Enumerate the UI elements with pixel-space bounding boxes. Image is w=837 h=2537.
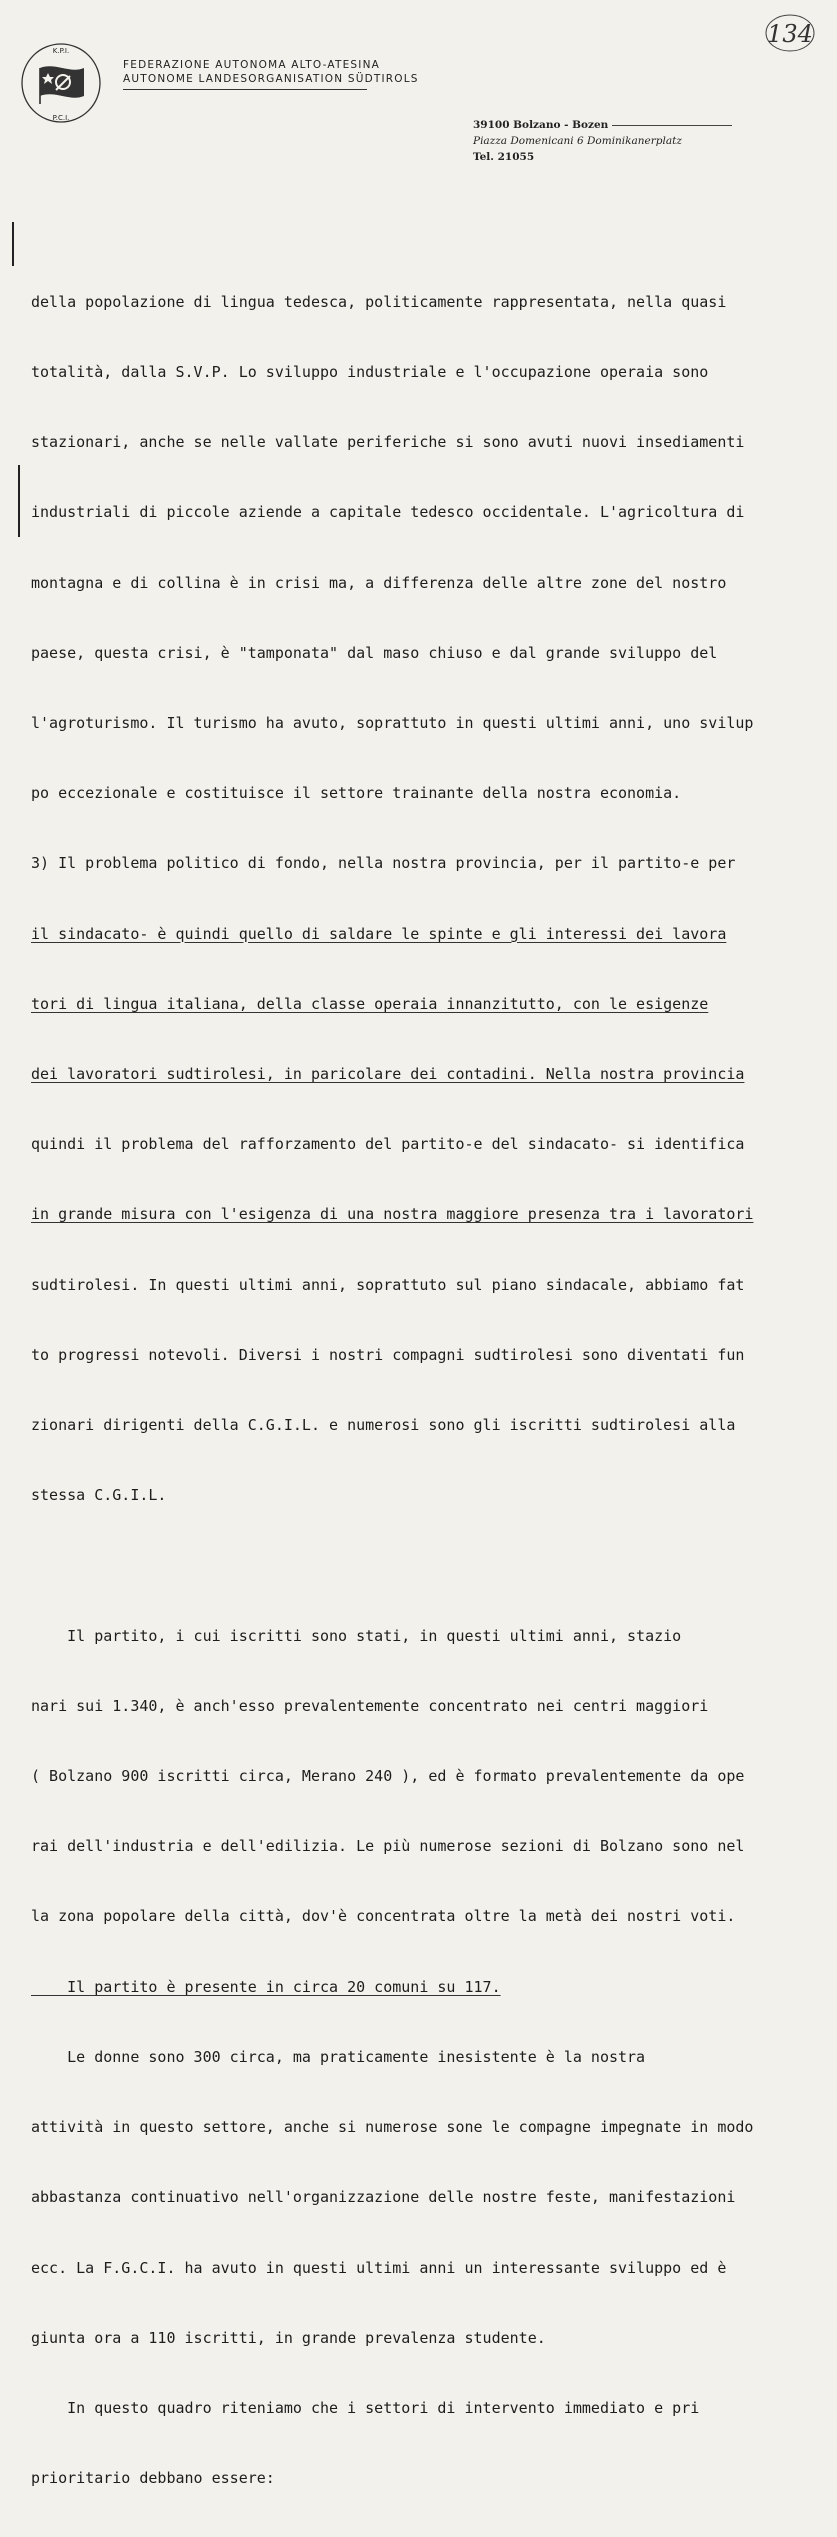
text-line: la zona popolare della città, dov'è concentrata oltre la metà dei nostri voti.: [31, 1907, 736, 1926]
text-line: prioritario debbano essere:: [31, 2469, 275, 2488]
margin-mark: [18, 465, 20, 537]
address-telephone: Tel. 21055: [473, 151, 535, 163]
text-line: totalità, dalla S.V.P. Lo sviluppo industriale e l'occupazione operaia sono: [31, 363, 709, 382]
text-line: 3) Il problema politico di fondo, nella nostra provincia, per il partito-e per: [31, 854, 736, 873]
text-line: l'agroturismo. Il turismo ha avuto, soprattuto in questi ultimi anni, uno svilup: [31, 714, 754, 733]
text-line: nari sui 1.340, è anch'esso prevalentemente concentrato nei centri maggiori: [31, 1696, 709, 1715]
text-line: paese, questa crisi, è "tamponata" dal maso chiuso e dal grande sviluppo del: [31, 643, 718, 662]
text-line: to progressi notevoli. Diversi i nostri compagni sudtirolesi sono diventati fun: [31, 1345, 745, 1364]
text-line: zionari dirigenti della C.G.I.L. e numerosi sono gli iscritti sudtirolesi alla: [31, 1416, 736, 1435]
address-street: Piazza Domenicani 6 Dominikanerplatz: [473, 135, 682, 147]
text-line: sudtirolesi. In questi ultimi anni, soprattuto sul piano sindacale, abbiamo fat: [31, 1275, 745, 1294]
text-line: industriali di piccole aziende a capitale tedesco occidentale. L'agricoltura di: [31, 503, 745, 522]
letter-body: [31, 244, 831, 2537]
text-line: attività in questo settore, anche si numerose sone le compagne impegnate in modo: [31, 2118, 754, 2137]
logo-bottom-text: P.C.I.: [52, 114, 70, 122]
text-line: stazionari, anche se nelle vallate periferiche si sono avuti nuovi insediamenti: [31, 433, 745, 452]
text-line: in grande misura con l'esigenza di una nostra maggiore presenza tra i lavoratori: [31, 1205, 754, 1224]
text-line: In questo quadro riteniamo che i settori di intervento immediato e pri: [31, 2398, 700, 2417]
text-line: po eccezionale e costituisce il settore trainante della nostra economia.: [31, 784, 682, 803]
text-line: quindi il problema del rafforzamento del partito-e del sindacato- si identifica: [31, 1135, 745, 1154]
text-line: stessa C.G.I.L.: [31, 1486, 167, 1505]
text-line: il sindacato- è quindi quello di saldare le spinte e gli interessi dei lavora: [31, 924, 727, 943]
text-line: ecc. La F.G.C.I. ha avuto in questi ultimi anni un interessante sviluppo ed è: [31, 2258, 727, 2277]
text-line: Il partito è presente in circa 20 comuni su 117.: [31, 1977, 501, 1996]
page-number-stamp: [764, 12, 816, 54]
text-line: ( Bolzano 900 iscritti circa, Merano 240 ), ed è formato prevalentemente da ope: [31, 1767, 745, 1786]
text-line: montagna e di collina è in crisi ma, a differenza delle altre zone del nostro: [31, 573, 727, 592]
text-line: Le donne sono 300 circa, ma praticamente inesistente è la nostra: [31, 2047, 646, 2066]
logo-top-text: K.P.I.: [52, 47, 70, 55]
text-line: della popolazione di lingua tedesca, politicamente rappresentata, nella quasi: [31, 292, 727, 311]
text-line: dei lavoratori sudtirolesi, in paricolare dei contadini. Nella nostra provincia: [31, 1065, 745, 1084]
text-line: abbastanza continuativo nell'organizzazione delle nostre feste, manifestazioni: [31, 2188, 736, 2207]
margin-mark: [12, 222, 14, 266]
text-line: Il partito, i cui iscritti sono stati, in questi ultimi anni, stazio: [31, 1626, 682, 1645]
text-line: giunta ora a 110 iscritti, in grande prevalenza studente.: [31, 2328, 546, 2347]
address-city: 39100 Bolzano - Bozen: [473, 119, 609, 131]
org-line-italian: FEDERAZIONE AUTONOMA ALTO-ATESINA: [123, 59, 381, 71]
organization-name: [123, 58, 419, 86]
org-line-german: AUTONOME LANDESORGANISATION SÜDTIROLS: [123, 73, 419, 85]
text-line: rai dell'industria e dell'edilizia. Le più numerose sezioni di Bolzano sono nel: [31, 1837, 745, 1856]
address-block: [473, 117, 732, 165]
header-rule: [123, 89, 367, 90]
page-number: 134: [767, 20, 813, 48]
text-line: tori di lingua italiana, della classe operaia innanzitutto, con le esigenze: [31, 994, 709, 1013]
party-emblem-icon: [20, 38, 102, 128]
